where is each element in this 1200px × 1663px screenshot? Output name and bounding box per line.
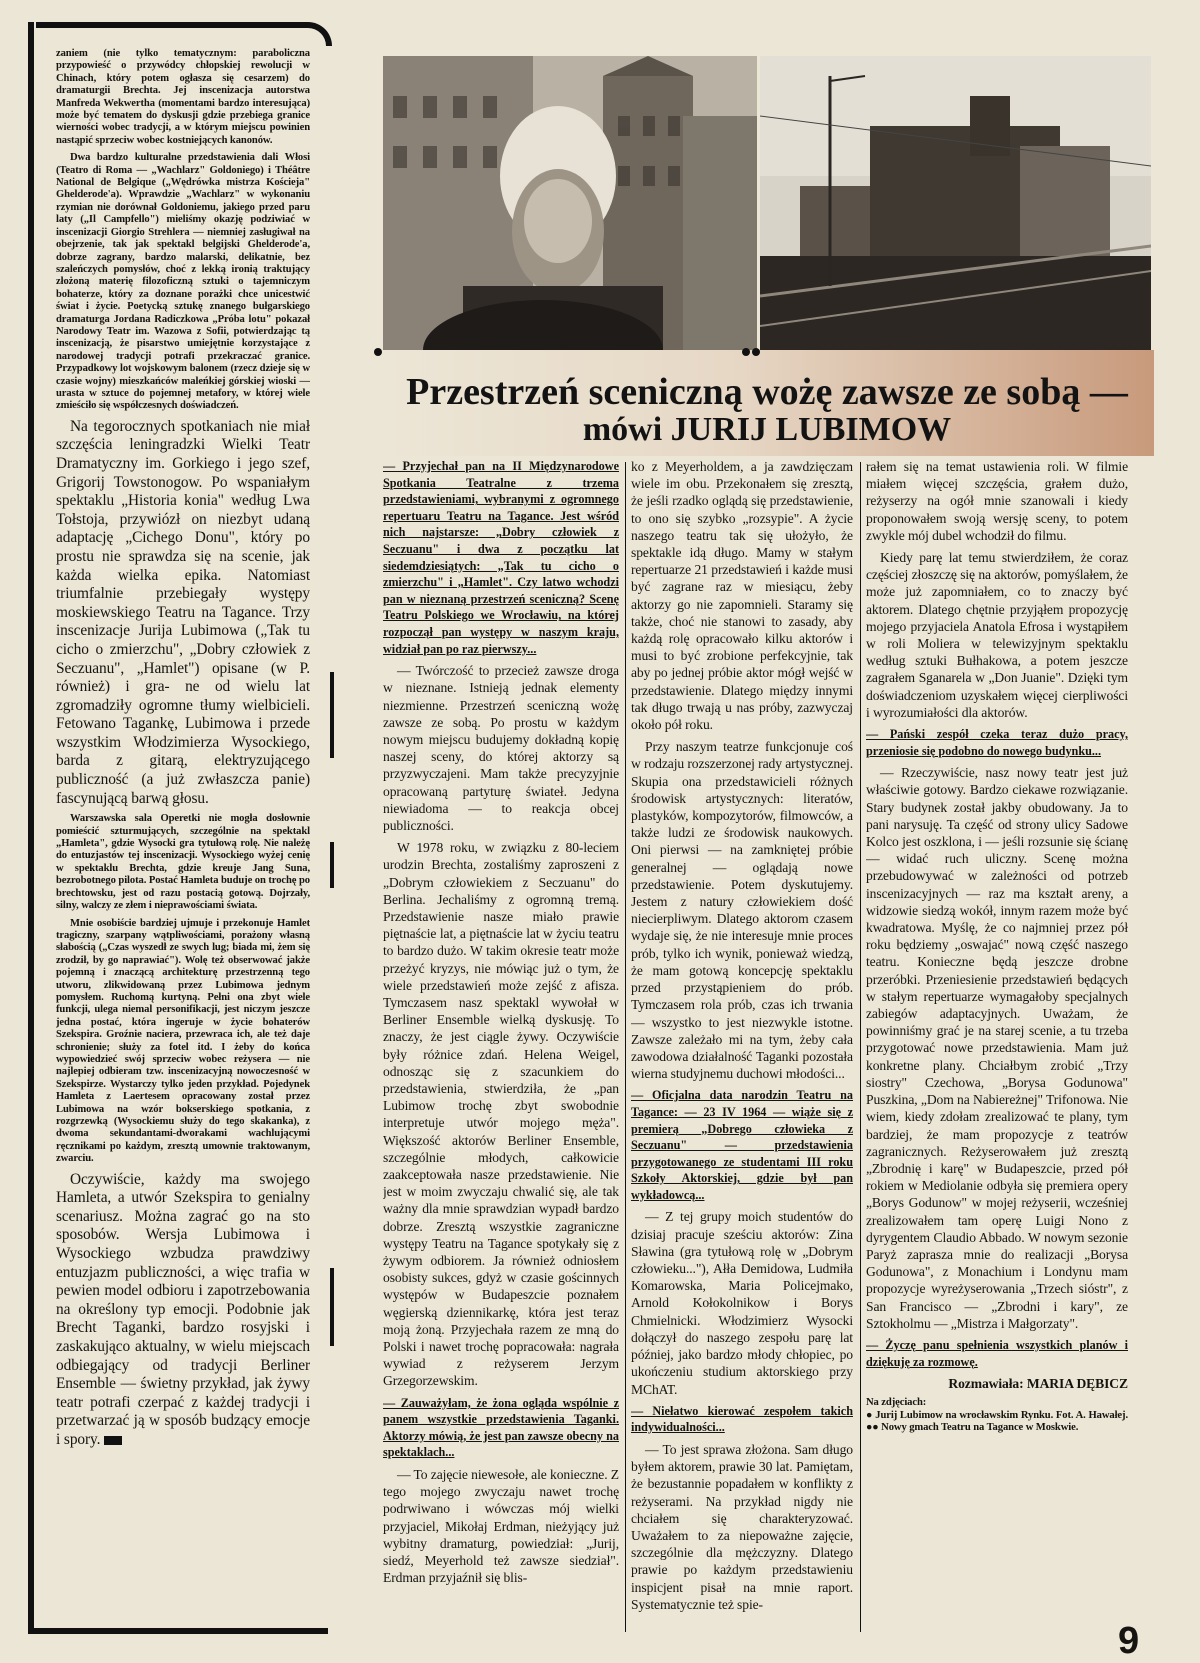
photo-new-theatre-building	[760, 56, 1151, 350]
interview-answer-2: W 1978 roku, w związku z 80-leciem urodzin Brechta, zostaliśmy zaproszeni z „Dobrym człowiekiem z Seczuanu" do Berlina. Jechaliśmy z ogromną tremą. Przedstawienie nasze miało prawie piętnaście lat, a piętnaście lat w życiu teatru to bardzo dużo. W takim okresie teatr może przeżyć kryzys, nie mówiąc już o tym, że wiele przedstawień może zejść z afisza. Tymczasem nasz spektakl wywołał w Berliner Ensemble wielką dyskusję. To znaczy, że jest ciągle żywy. Oczywiście były różnice zdań. Helena Weigel, odnosząc się z szacunkiem do przedstawienia, stwierdziła, że „pan Lubimow trochę zbyt swobodnie interpretuje utwór mojego męża". Większość aktorów Berliner Ensemble, szczególnie młodych, całkowicie zaakceptowała nasze przedstawienie. Nie jest w moim zwyczaju chwalić się, ale tak ważny dla mnie sprawdzian wypadł bardzo dobrze. Zresztą wszystkie zagraniczne występy Teatru na Tagance spotykały się z żywym odbiorem. Ja również odniosłem osobisty sukces, gdyż w czasie gościnnych występów w Budapeszcie poznałem węgierską dziennikarkę, która jest teraz moją żoną. Przyjechała razem ze mną do Polski i nawet trochę popracowała: nagrała wywiad z reżyserem Jerzym Grzegorzewskim.	[383, 840, 619, 1389]
interview-answer-continued-2: rałem się na temat ustawienia roli. W filmie miałem więcej szczęścia, grałem dużo, reżyserzy na ogół mnie szanowali i kiedy proponowałem swoją wersję sceny, to potem zwykle mój dubel wchodził do filmu.	[866, 459, 1128, 543]
end-mark	[104, 1436, 122, 1445]
byline: Rozmawiała: MARIA DĘBICZ	[948, 1376, 1128, 1392]
interview-answer-continued: ko z Meyerholdem, a ja zawdzięczam wiele im obu. Przekonałem się zresztą, że jeśli rzadko oglądą się przedstawienie, to ono się szybko „rozsypie". A życie naszego teatru tak się ułożyło, że spektakle idą długo. Mamy w stałym repertuarze 21 przedstawień i każde musi być zagrane raz w miesiącu, żeby aktorzy go nie zapomnieli. Staramy się także, choć nie stanowi to zasady, aby każdą rolę opracowało kilku aktorów i musi to być zrobione perfekcyjnie, tak aby po jednej próbie aktor mógł wejść w przedstawienie. Dlatego między innymi tak długo trwają u nas próby, zazwyczaj około pół roku.	[631, 459, 853, 733]
photo-lubimow-graphic	[383, 56, 757, 350]
interview-answer-7: Kiedy parę lat temu stwierdziłem, że coraz częściej złoszczę się na aktorów, pomyślałem, że może już zapomniałem, co to znaczy być aktorem. Dlatego chętnie przyjąłem propozycję mojego przyjaciela Anatola Efrosa i wystąpiłem w roli Moliera w telewizyjnym spektaklu według sztuki Bułhakowa, a potem jeszcze zagrałem Sganarela w „Don Juanie". Dzięki tym doświadczeniom uzyskałem więcej cierpliwości i wyrozumiałości dla aktorów.	[866, 550, 1128, 720]
interview-answer-1: — Twórczość to przecież zawsze droga w nieznane. Istnieją jednak elementy niezmienne. Przestrzeń sceniczną wożę zawsze ze sobą. Po prostu w każdym nowym miejscu budujemy dokładną kopię naszej sceny, do której aktorzy są przyzwyczajeni. Mam także precyzyjnie opracowaną partyturę świateł. Jedyna niewiadoma — to reakcja obcej publiczności.	[383, 663, 619, 833]
interview-question-3: — Oficjalna data narodzin Teatru na Tagance: — 23 IV 1964 — wiąże się z premierą „Dobrego człowieka z Seczuanu" — przedstawienia przygotowanego ze studentami III roku Szkoły Aktorskiej, gdzie był pan wykładowcą...	[631, 1088, 853, 1202]
margin-bar	[330, 842, 334, 888]
interview-column-2	[383, 458, 619, 1638]
column-rule	[860, 462, 861, 1632]
left-column	[56, 48, 310, 1638]
frame-left-border	[28, 22, 34, 1634]
photo-caption: ● Jurij Lubimow na wrocławskim Rynku. Fot. A. Hawałej. ●● Nowy gmach Teatru na Tagance w Moskwie.	[866, 1409, 1128, 1434]
interview-answer-8: — Rzeczywiście, nasz nowy teatr jest już właściwie gotowy. Bardzo ciekawe rozwiązanie. Stary budynek został jakby obudowany. Ja to pani narysuję. Ta część od strony ulicy Sadowe Kolco jest oszklona, i — jeśli rozsunie się ścianę — widać ruch uliczny. Scenę można przebudowywać w zależności od potrzeb inscenizacyjnych — raz ma kształt areny, a widzowie siedzą wokół, innym razem może być kwadratowa. Myślę, że co najmniej przez pół roku będziemy „oswajać" nową część naszego teatru. Konieczne będą jeszcze drobne przeróbki. Przeniesienie przedstawień będących w stałym repertuarze wymagałoby specjalnych zabiegów adaptacyjnych. Uważam, że powinniśmy grać je na starej scenie, a tu trzeba przygotować nowe przedstawienia. Mam już konkretne plany. Chciałbym zrobić „Trzy siostry" Czechowa, „Borysa Godunowa" Puszkina, „Dom na Nabiereżnej" Trifonowa. Nie wiem, kiedy zdołam zrealizować te plany, tym bardziej, że mam propozycje z teatrów zagranicznych. Reżyserowałem już zresztą „Zbrodnię i karę" w Budapeszcie, przed pół rokiem w Mediolanie odbyła się premiera opery „Borys Godunow" w mojej reżyserii, wcześniej zrealizowałem tam operę Luigi Nono z dyrygentem Claudio Abbado. W nowym sezonie Paryż zaprasza mnie do realizacji „Borysa Godunowa", z Monachium i Londynu mam propozycje wyreżyserowania „Trzech sióstr", z San Francisco — „Zbrodni i kary", ze Sztokholmu — „Mistrza i Małgorzaty".	[866, 765, 1128, 1331]
caption-title: Na zdjęciach:	[866, 1397, 927, 1409]
page-number: 9	[1118, 1620, 1140, 1662]
left-paragraph-big-2	[56, 1171, 310, 1450]
photo-marker-dot	[374, 348, 382, 356]
article-title-band	[380, 350, 1154, 456]
left-paragraph-big-1: Na tegorocznych spotkaniach nie miał szczęścia leningradzki Wielki Teatr Dramatyczny im. Gorkiego i jego szef, Grigorij Towstonogow. Po wspaniałym spektaklu „Historia konia" według Lwa Tołstoja, przywiózł on niezbyt udaną adaptację „Cichego Donu", który po prostu nie sprawdza się na scenie, jak każda wielka epika. Natomiast triumfalnie przebiegały występy moskiewskiego Teatru na Tagance. Trzy inscenizacje Jurija Lubimowa („Tak tu cicho o zmierzchu", „Dobry człowiek z Seczuanu", „Hamlet") opisane (w P. również) i gra- ne od wielu lat zgromadziły ogromne tłumy wielbicieli. Fetowano Tagankę, Lubimowa i przede wszystkim Włodzimierza Wysockiego, barda z gitarą, elektryzującego publiczność (a już zwłaszcza panie) fascynującą barwą głosu.	[56, 417, 310, 807]
photo-marker-dot	[742, 348, 750, 356]
left-paragraph-big-2-text: Oczywiście, każdy ma swojego Hamleta, a utwór Szekspira to genialny scenariusz. Można zagrać go na sto sposobów. Wersja Lubimowa i Wysockiego wzbudza prawdziwy entuzjazm publiczności, a więc trafia w pewien model odbioru i zapotrzebowania na określony typ emocji. Podobnie jak Brecht Taganki, bardzo rosyjski i zaskakująco aktualny, w wielu miejscach odbiegający od tradycji Berliner Ensemble — świetny przykład, jak żywy teatr potrafi czerpać z każdej tradycji i przetwarzać ją w sposób budzący emocje i spory.	[56, 1170, 310, 1448]
interview-column-3	[631, 458, 853, 1638]
interview-question-5: — Pański zespół czeka teraz dużo pracy, przeniosie się podobno do nowego budynku...	[866, 727, 1128, 758]
interview-question-2: — Zauważyłam, że żona ogląda wspólnie z panem wszystkie przedstawienia Taganki. Aktorzy mówią, że jest pan zawsze obecny na spektaklach...	[383, 1395, 619, 1460]
margin-bar	[330, 1268, 334, 1346]
left-paragraph-3: Warszawska sala Operetki nie mogła dosłownie pomieścić szturmujących, szczególnie na spektakl „Hamleta", gdzie Wysocki gra tytułową rolę. Nie należę do entuzjastów tej inscenizacji. Wysockiego wyżej cenię w spektaklu Brechta, gdzie kreuje Jang Suna, bezrobotnego pilota. Postać Hamleta buduje on trochę po brechtowsku, jest od razu postacią gotową. Dojrzały, silny, walczy ze złem i nieprawościami świata.	[56, 813, 310, 912]
photo-marker-dot	[752, 348, 760, 356]
interview-answer-3: — To zajęcie niewesołe, ale konieczne. Z tego mojego zwyczaju nawet trochę podrwiwano i wówczas mój wielki przyjaciel, Mikołaj Erdman, nieżyjący już wybitny dramaturg, powiedział: „Jurij, siedź, Meyerhold też zawsze siedział". Erdman przyjaźnił się blis-	[383, 1467, 619, 1586]
left-paragraph-4: Mnie osobiście bardziej ujmuje i przekonuje Hamlet tragiczny, szarpany wątpliwościami, porażony własną słabością („Czas wyszedł ze swych lug; biada mi, żem się zrodził, by go naprawiać"). Wolę też obserwować jakże pojemną i znaczącą architekturę przestrzenną tego utworu, zlikwidowaną przez Lubimowa jednym pomysłem. Ruchomą kurtyną. Pełni ona zbyt wiele funkcji, ulega niemal personifikacji, jest niczym jeszcze jedna postać, która ingeruje w życie bohaterów Szekspira. Groźnie naciera, przewraca ich, ale też daje schronienie; służy za fotel itd. I żeby do końca wypowiedzieć swój sprzeciw wobec reżysera — nie najlepiej odbieram tzw. inscenizacyjną nowoczesność w Szekspirze. Wystarczy tylko jeden przykład. Pojedynek Hamleta z Laertesem opracowany został przez Lubimowa na wzór bokserskiego spotkania, z rozgrzewką (Wysockiemu służy do tego skakanka), z dwoma sekundantami-dworakami wachlującymi ręcznikami po każdym, zresztą umownie traktowanym, zwarciu.	[56, 917, 310, 1165]
left-paragraph-1: zaniem (nie tylko tematycznym: paraboliczna przypowieść o przywódcy chłopskiej rewolucji w Chinach, który potem ogłasza się cesarzem) do dramaturgii Brechta. Jej inscenizacja autorstwa Manfreda Wekwertha (momentami bardzo interesująca) może być tematem do dyskusji gdzie przebiega granice wierności wobec tradycji, a w którym miejscu powinien nastąpić sprzeciw wobec kostniejących kanonów.	[56, 48, 310, 146]
article-title-line-2: mówi JURIJ LUBIMOW	[582, 411, 952, 448]
margin-bar	[330, 672, 334, 758]
article-title-line-1: Przestrzeń sceniczną wożę zawsze ze sobą —	[406, 371, 1128, 413]
interview-closing-question: — Życzę panu spełnienia wszystkich planów i dziękuję za rozmowę.	[866, 1337, 1128, 1369]
interview-question-1: — Przyjechał pan na II Międzynarodowe Spotkania Teatralne z trzema przedstawieniami, wybranymi z ogromnego repertuaru Teatru na Tagance. Jest wśród nich najstarsze: „Dobry człowiek z Seczuanu" i dwa z początku lat siedemdziesiątych: „Tak tu cicho o zmierzchu" i „Hamlet". Czy latwo wchodzi pan w nieznaną przestrzeń sceniczną? Scenę Teatru Polskiego we Wrocławiu, na której rozpoczął pan występy w naszym kraju, widział pan po raz pierwszy...	[383, 459, 619, 656]
frame-top-border	[36, 22, 332, 46]
interview-answer-4: Przy naszym teatrze funkcjonuje coś w rodzaju rozszerzonej rady artystycznej. Skupia ona przedstawicieli różnych środowisk artystycznych: literatów, plastyków, kompozytorów, filmowców, a także ludzi ze środowisk naukowych. Oni pierwsi — na zamkniętej próbie generalnej — oglądają nowe przedstawienie. Potem dyskutujemy. Jestem z natury człowiekiem dość niecierpliwym. Dlatego aktorom czasem wydaje się, że nie interesuje mnie proces prób, tylko ich wynik, ponieważ wiedzą, że mam gotową koncepcję spektaklu przed przystąpieniem do prób. Tymczasem rola prób, czas ich trwania — wszystko to jest niezwykle istotne. Zawsze zależało mi na tym, żeby cała zawodowa działalność Taganki pozostała wierna studyjnemu duchowi młodości...	[631, 739, 853, 1082]
interview-answer-5: — Z tej grupy moich studentów do dzisiaj pracuje sześciu aktorów: Zina Sławina (gra tytułową rolę w „Dobrym człowieku..."), Ałła Demidowa, Ludmiła Komarowska, Maria Policejmako, Arnold Kołokolnikow i Borys Chmielnicki. Włodzimierz Wysocki dołączył do naszego zespołu parę lat później, jako bardzo młody chłopiec, po ukończeniu studium aktorskiego przy MChAT.	[631, 1209, 853, 1397]
photo-lubimow-rynek	[383, 56, 757, 350]
column-rule	[625, 462, 626, 1632]
interview-column-4	[866, 458, 1128, 1638]
photo-theatre-graphic	[760, 56, 1151, 350]
interview-question-4: — Niełatwo kierować zespołem takich indywidualności...	[631, 1403, 853, 1435]
interview-answer-6: — To jest sprawa złożona. Sam długo byłem aktorem, prawie 30 lat. Pamiętam, że bezustannie popadałem w konflikty z reżyserami. Na przykład nigdy nie chciałem się charakteryzować. Uważałem to za niepoważne zajęcie, szczególnie dla mężczyzny. Dlatego prawie po każdym przedstawieniu inspicjent pisał na mnie raport. Systematycznie też spie-	[631, 1441, 853, 1612]
left-paragraph-2: Dwa bardzo kulturalne przedstawienia dali Włosi (Teatro di Roma — „Wachlarz" Goldoniego) i Théâtre National de Belgique („Wędrówka mistrza Kościeja" Ghelderode'a). Wprawdzie „Wachlarz" w wykonaniu rzymian nie dorównał Goldoniemu, jakiego przed paru laty („Il Campfello") mieliśmy okazję podziwiać w inscenizacji Giorgio Strehlera — niemniej zasługiwał na obejrzenie, tak jak spektakl belgijski Ghelderode'a, dobrze zagrany, bardzo malarski, delikatnie, bez szaleńczych pomysłów, choć z lekką ironią traktujący złożoną materię filozoficzną sztuki o tajemniczym bohaterze, który za doznane porażki chce unicestwić świat i życie. Poetycką sztukę znanego bułgarskiego dramaturga Jordana Radiczkowa „Próba lotu" pokazał Narodowy Teatr im. Wazowa z Sofii, potwierdzając tą inscenizacją, że pisarstwo umiejętnie korzystające z narodowej tradycji potrafi przekraczać granice. Przypadkowy lot wojskowym balonem (rzecz dzieje się w czasie wojny) mieszkańców maleńkiej górskiej wioski — urasta w sztuce do pojemnej metafory, w której wiele zmieściło się współczesnych doświadczeń.	[56, 152, 310, 412]
